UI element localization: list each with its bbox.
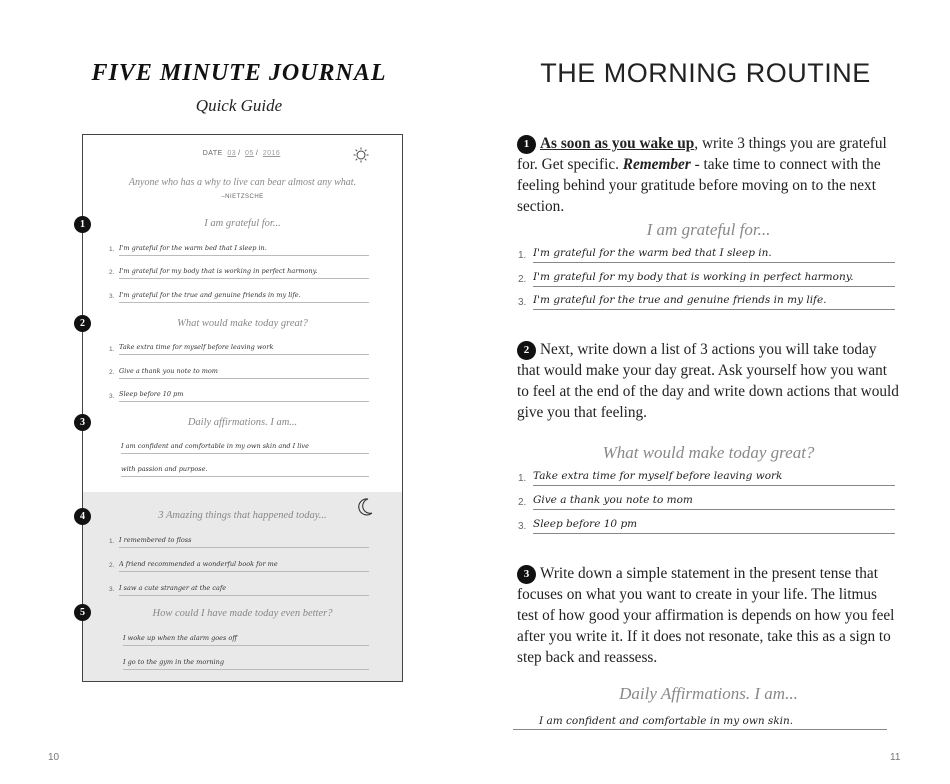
great-day-entry-1: Take extra time for myself before leaving work bbox=[119, 340, 369, 355]
great-day-entry-1: Take extra time for myself before leaving work bbox=[533, 468, 895, 486]
grateful-entry-2: I'm grateful for my body that is working in perfect harmony. bbox=[533, 269, 895, 287]
entry-number: 3. bbox=[518, 521, 527, 532]
page-number-left: 10 bbox=[48, 752, 60, 763]
affirmation-heading: Daily affirmations. I am... bbox=[187, 417, 298, 428]
step-1-lead: As soon as you wake up bbox=[540, 135, 695, 152]
step-badge-1: 1 bbox=[517, 135, 536, 154]
great-day-entry-2: Give a thank you note to mom bbox=[533, 492, 895, 510]
date-day: 05 bbox=[245, 150, 254, 157]
quote-text: Anyone who has a why to live can bear almost any what. bbox=[128, 177, 357, 188]
date-separator: / bbox=[238, 150, 241, 157]
amazing-entry-2: A friend recommended a wonderful book for me bbox=[119, 557, 369, 572]
step-badge-4: 4 bbox=[74, 508, 91, 525]
step-badge-1: 1 bbox=[74, 216, 91, 233]
affirmation-entry: I am confident and comfortable in my own skin. bbox=[513, 713, 887, 730]
step-1-paragraph bbox=[517, 133, 902, 217]
entry-number: 2. bbox=[109, 562, 115, 569]
quote-author: –NIETZSCHE bbox=[221, 194, 264, 200]
step-2-paragraph bbox=[517, 339, 902, 423]
grateful-entry-2: I'm grateful for my body that is working in perfect harmony. bbox=[119, 264, 369, 279]
step-3-text: Write down a simple statement in the present tense that focuses on what you want to create in your life. The litmus test of how good your affirmation is depends on how you feel after you write it. If it does not resonate, take this as a sign to step back and reassess. bbox=[517, 565, 895, 666]
journal-page-sample bbox=[82, 134, 403, 682]
step-2-text: Next, write down a list of 3 actions you will take today that would make your day great. Ask yourself how you want to feel at the end of the day and write down actions that would give you that feeling. bbox=[517, 341, 899, 421]
entry-number: 3. bbox=[109, 293, 115, 300]
entry-number: 1. bbox=[518, 473, 527, 484]
grateful-heading: I am grateful for... bbox=[204, 218, 281, 229]
entry-number: 2. bbox=[109, 369, 115, 376]
step-3-paragraph bbox=[517, 563, 902, 668]
date-separator: / bbox=[255, 150, 259, 157]
amazing-things-heading: 3 Amazing things that happened today... bbox=[158, 510, 327, 521]
great-day-heading: What would make today great? bbox=[177, 318, 308, 329]
date-month: 03 bbox=[227, 150, 237, 157]
grateful-entry-1: I'm grateful for the warm bed that I sleep in. bbox=[533, 245, 895, 263]
entry-number: 3. bbox=[109, 586, 115, 593]
step-badge-3: 3 bbox=[517, 565, 536, 584]
journal-title: FIVE MINUTE JOURNAL bbox=[91, 60, 387, 86]
better-entry-2: I go to the gym in the morning bbox=[123, 655, 369, 670]
entry-number: 2. bbox=[518, 497, 527, 508]
entry-number: 1. bbox=[518, 250, 527, 261]
step-badge-3: 3 bbox=[74, 414, 91, 431]
step-1-text-a: , write 3 things you are grateful for. Get specific. bbox=[517, 135, 887, 173]
entry-number: 1. bbox=[109, 246, 115, 253]
affirmation-entry-2: with passion and purpose. bbox=[121, 462, 369, 477]
date-label: DATE bbox=[202, 150, 223, 157]
entry-number: 2. bbox=[109, 269, 115, 276]
affirmation-heading: Daily Affirmations. I am... bbox=[619, 684, 798, 703]
great-day-entry-3: Sleep before 10 pm bbox=[119, 387, 369, 402]
step-badge-2: 2 bbox=[74, 315, 91, 332]
step-1-emphasis: Remember bbox=[622, 156, 691, 173]
grateful-heading: I am grateful for... bbox=[646, 220, 771, 239]
page-number-right: 11 bbox=[890, 752, 901, 763]
grateful-entry-1: I'm grateful for the warm bed that I sleep in. bbox=[119, 241, 369, 256]
morning-routine-title: THE MORNING ROUTINE bbox=[540, 58, 871, 88]
entry-number: 1. bbox=[109, 538, 115, 545]
better-entry-1: I woke up when the alarm goes off bbox=[123, 631, 369, 646]
affirmation-entry-1: I am confident and comfortable in my own skin and I live bbox=[121, 439, 369, 454]
great-day-heading: What would make today great? bbox=[602, 443, 815, 462]
amazing-entry-3: I saw a cute stranger at the cafe bbox=[119, 581, 369, 596]
entry-number: 1. bbox=[109, 346, 115, 353]
entry-number: 2. bbox=[518, 274, 527, 285]
amazing-entry-1: I remembered to floss bbox=[119, 533, 369, 548]
date-year: 2016 bbox=[262, 150, 281, 157]
great-day-entry-2: Give a thank you note to mom bbox=[119, 364, 369, 379]
better-today-heading: How could I have made today even better? bbox=[152, 608, 333, 619]
sun-icon bbox=[353, 147, 369, 163]
grateful-entry-3: I'm grateful for the true and genuine friends in my life. bbox=[119, 288, 369, 303]
grateful-entry-3: I'm grateful for the true and genuine friends in my life. bbox=[533, 292, 895, 310]
journal-subtitle: Quick Guide bbox=[195, 96, 283, 115]
step-badge-5: 5 bbox=[74, 604, 91, 621]
great-day-entry-3: Sleep before 10 pm bbox=[533, 516, 895, 534]
entry-number: 3. bbox=[518, 297, 527, 308]
step-1-text-b: - take time to connect with the feeling behind your gratitude before moving on to the next section. bbox=[517, 156, 881, 215]
entry-number: 3. bbox=[109, 393, 115, 400]
step-badge-2: 2 bbox=[517, 341, 536, 360]
